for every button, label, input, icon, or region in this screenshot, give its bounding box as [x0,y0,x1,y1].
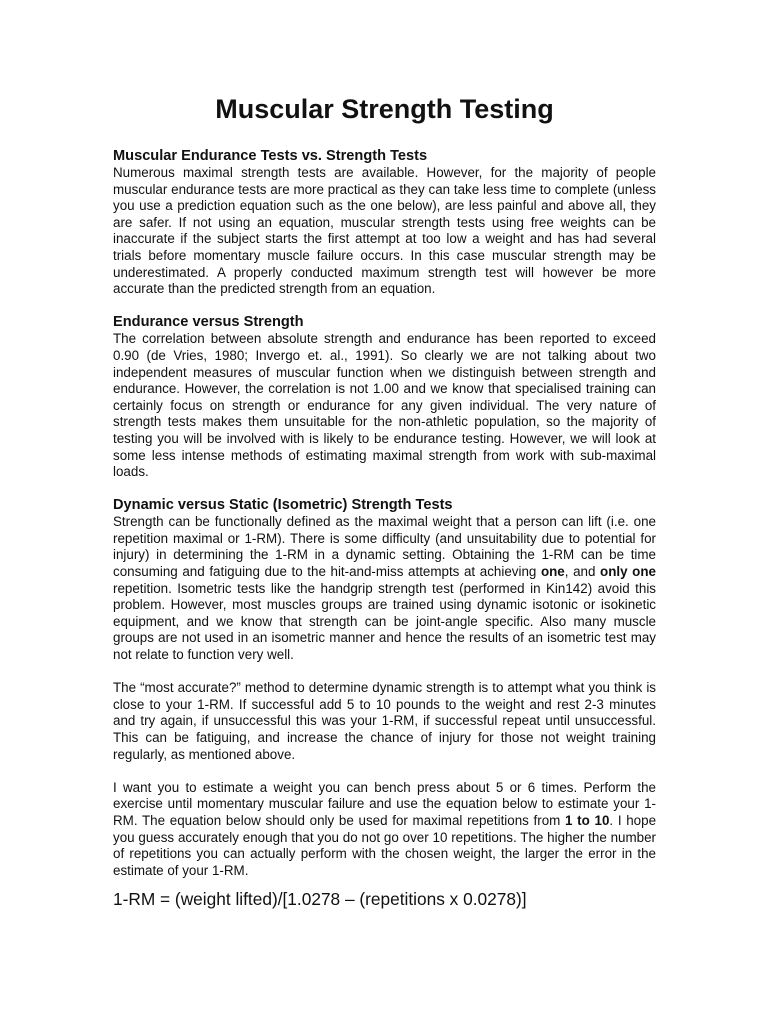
emphasis-only-one: only one [600,564,656,580]
paragraph-dynamic-vs-static [113,514,656,663]
emphasis-1-to-10: 1 to 10 [565,812,610,828]
document-body [113,148,656,879]
paragraph-endurance-vs-strength-tests: Numerous maximal strength tests are available. However, for the majority of people muscular endurance tests are more practical as they can take less time to complete (unless you use a prediction equation such as the one below), are less painful and above all, they are safer. If not using an equation, muscular strength tests using free weights can be inaccurate if the subject starts the first attempt at too low a weight and has had several trials before momentary muscle failure occurs. In this case muscular strength may be underestimated. A properly conducted maximum strength test will however be more accurate than the predicted strength from an equation. [113,165,656,297]
paragraph-estimate-instructions [113,780,656,880]
one-rm-formula: 1-RM = (weight lifted)/[1.0278 – (repetitions x 0.0278)] [113,889,527,909]
paragraph-text: , and [564,564,601,580]
paragraph-most-accurate-method: The “most accurate?” method to determine dynamic strength is to attempt what you think is close to your 1-RM. If successful add 5 to 10 pounds to the weight and rest 2-3 minutes and try again, if unsuccessful this was your 1-RM, if successful repeat until unsuccessful. This can be fatiguing, and increase the chance of injury for those not weight training regularly, as mentioned above. [113,680,656,762]
emphasis-one: one [540,564,565,580]
section-heading-endurance-vs-strength-tests: Muscular Endurance Tests vs. Strength Tests [113,148,428,164]
section-heading-endurance-versus-strength: Endurance versus Strength [113,314,304,331]
section-heading-dynamic-vs-static: Dynamic versus Static (Isometric) Strength Tests [113,497,453,514]
document-title: Muscular Strength Testing [215,94,554,124]
paragraph-endurance-versus-strength: The correlation between absolute strength and endurance has been reported to exceed 0.90 (de Vries, 1980; Invergo et. al., 1991). So clearly we are not talking about two independent measures of muscular function when we distinguish between strength and endurance. However, the correlation is not 1.00 and we know that specialised training can certainly focus on strength or endurance for any given individual. The very nature of strength tests makes them unsuitable for the non-athletic population, so the majority of testing you will be involved with is likely to be endurance testing. However, we will look at some less intense methods of estimating maximal strength from work with sub-maximal loads. [113,331,656,480]
paragraph-text: . I hope you guess accurately enough that you do not go over 10 repetitions. The higher the number of repetitions you can actually perform with the chosen weight, the larger the error in the estimate of your 1-RM. [113,812,657,878]
paragraph-text: I want you to estimate a weight you can bench press about 5 or 6 times. Perform the exercise until momentary muscular failure and use the equation below to estimate your 1-RM. The equation below should only be used for maximal repetitions from [113,779,656,828]
paragraph-text: repetition. Isometric tests like the handgrip strength test (performed in Kin142) avoid this problem. However, most muscles groups are trained using dynamic isotonic or isokinetic equipment, and we know that strength can be joint-angle specific. Also many muscle groups are not used in an isometric manner and hence the results of an isometric test may not relate to function very well. [113,580,656,663]
paragraph-text: Strength can be functionally defined as the maximal weight that a person can lift (i.e. one repetition maximal or 1-RM). There is some difficulty (and unsuitability due to potential for injury) in determining the 1-RM in a dynamic setting. Obtaining the 1-RM can be time consuming and fatiguing due to the hit-and-miss attempts at achieving [113,514,656,580]
